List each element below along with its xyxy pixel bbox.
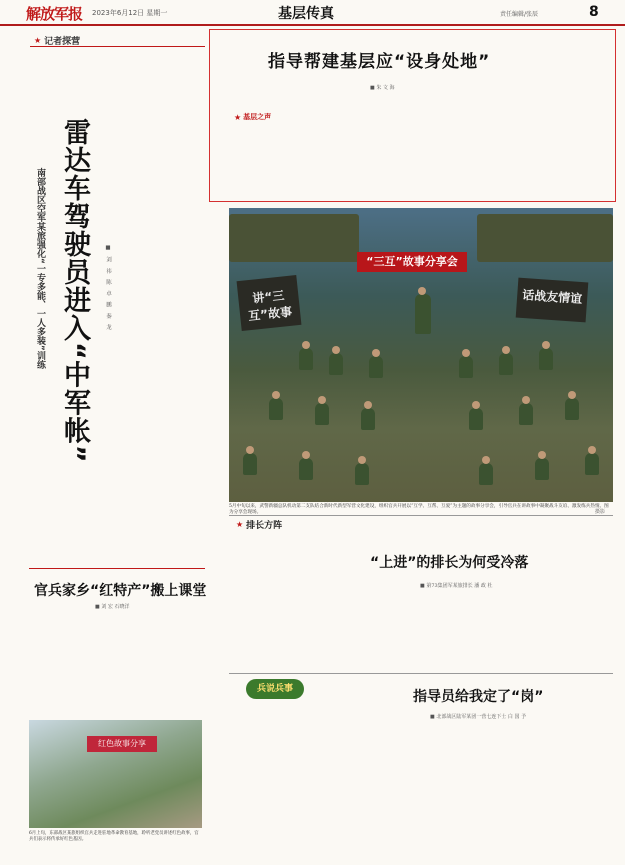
article-body-column-5 bbox=[542, 728, 614, 853]
divider bbox=[30, 46, 205, 47]
page-number: 8 bbox=[589, 4, 599, 20]
soldier-figure bbox=[479, 463, 493, 485]
news-photo bbox=[29, 720, 202, 828]
article-headline: 指导员给我定了“岗” bbox=[413, 689, 544, 705]
photo-banner: 红色故事分享 bbox=[87, 736, 157, 752]
soldier-figure bbox=[469, 408, 483, 430]
commentary-byline: ■ 朱 文 海 bbox=[370, 85, 395, 91]
article-headline: “上进”的排长为何受冷落 bbox=[370, 555, 529, 571]
feature-subtitle: 南部战区空军某旅强化“一专多能、一人多装”训练 bbox=[35, 168, 45, 369]
article-body-column-2 bbox=[310, 590, 386, 670]
photo-caption: 6月上旬，东部战区某旅组织官兵走进驻地革命教育基地，聆听老党员讲述红色故事，官兵们表示将传承好红色基因。 bbox=[29, 831, 199, 842]
soldier-figure bbox=[361, 408, 375, 430]
soldier-figure bbox=[299, 348, 313, 370]
vehicle bbox=[477, 214, 613, 262]
commentary-body-column-1 bbox=[232, 125, 304, 197]
article-body-column-3 bbox=[386, 728, 458, 853]
commentary-kicker: ★ 基层之声 bbox=[234, 112, 272, 122]
issue-date: 2023年6月12日 星期一 bbox=[92, 9, 168, 17]
photo-sign-left: 讲“三互”故事 bbox=[237, 275, 302, 331]
article-byline: ■ 北部战区陆军某团一营七连下士 白 国 予 bbox=[430, 714, 527, 720]
soldier-figure bbox=[355, 463, 369, 485]
photo-banner: “三互”故事分享会 bbox=[357, 252, 467, 272]
feature-body-column-1 bbox=[112, 56, 158, 558]
divider bbox=[29, 568, 205, 569]
star-icon: ★ bbox=[34, 36, 42, 45]
section-title: 基层传真 bbox=[278, 6, 334, 22]
article-byline: ■ 第73集团军某旅排长 潘 政 杜 bbox=[420, 583, 493, 589]
article-body-column-3 bbox=[390, 590, 466, 670]
article-body-column-4 bbox=[470, 590, 544, 670]
page-header bbox=[0, 0, 625, 26]
article-body-column-4 bbox=[464, 728, 536, 853]
feature-kicker: ★ 记者探营 bbox=[34, 36, 81, 47]
commentary-body-column-2 bbox=[308, 98, 382, 196]
article-body-column-2 bbox=[118, 612, 202, 716]
soldier-figure bbox=[535, 458, 549, 480]
soldier-figure bbox=[565, 398, 579, 420]
divider bbox=[229, 673, 613, 674]
commentary-headline: 指导帮建基层应“设身处地” bbox=[268, 52, 491, 72]
vehicle bbox=[229, 214, 359, 262]
soldier-figure bbox=[415, 294, 431, 334]
soldier-figure bbox=[269, 398, 283, 420]
article-byline: ■ 刘 宏 石晓洋 bbox=[95, 604, 130, 610]
commentary-body-column-4 bbox=[464, 98, 538, 196]
star-icon: ★ bbox=[236, 520, 244, 529]
soldier-figure bbox=[459, 356, 473, 378]
divider bbox=[229, 515, 613, 516]
soldier-figure bbox=[299, 458, 313, 480]
masthead-logo: 解放军报 bbox=[26, 5, 83, 23]
commentary-body-column-5 bbox=[542, 98, 612, 196]
article-headline: 官兵家乡“红特产”搬上课堂 bbox=[34, 583, 207, 599]
article-body-column-1 bbox=[230, 590, 306, 670]
feature-headline: 雷达车驾驶员进入“中军帐” bbox=[59, 118, 90, 464]
soldier-figure bbox=[329, 353, 343, 375]
soldier-figure bbox=[315, 403, 329, 425]
soldier-figure bbox=[585, 453, 599, 475]
feature-body-column-2 bbox=[162, 56, 206, 558]
news-photo bbox=[229, 208, 613, 502]
photo-credit: 摄影 bbox=[595, 509, 606, 515]
column-kicker: ★ 排长方阵 bbox=[236, 520, 283, 531]
photo-sign-right: 话战友情谊 bbox=[516, 278, 589, 323]
soldier-figure bbox=[519, 403, 533, 425]
article-body-column-1 bbox=[230, 728, 302, 853]
commentary-body-column-3 bbox=[386, 98, 460, 196]
column-badge: 兵说兵事 bbox=[246, 679, 304, 699]
soldier-figure bbox=[369, 356, 383, 378]
photo-caption: 5月中旬以来，武警新疆总队机动第二支队结合新时代新型军营文化建设，组织官兵开展以“互学、互帮、互爱”为主题的故事分享会，引导官兵在讲故事中凝聚战斗友谊、激发练兵热情。图为分享会现场。 bbox=[229, 504, 609, 515]
article-body-column-5 bbox=[548, 590, 614, 670]
article-body-column-1 bbox=[30, 612, 112, 716]
star-icon: ★ bbox=[234, 112, 242, 122]
editor-credit: 责任编辑/张辰 bbox=[500, 11, 539, 18]
article-body-column-2 bbox=[308, 728, 380, 853]
soldier-figure bbox=[243, 453, 257, 475]
soldier-figure bbox=[539, 348, 553, 370]
feature-byline: ■ 刘 祎 陈 卓 鹏 秦 龙 bbox=[105, 245, 111, 332]
soldier-figure bbox=[499, 353, 513, 375]
